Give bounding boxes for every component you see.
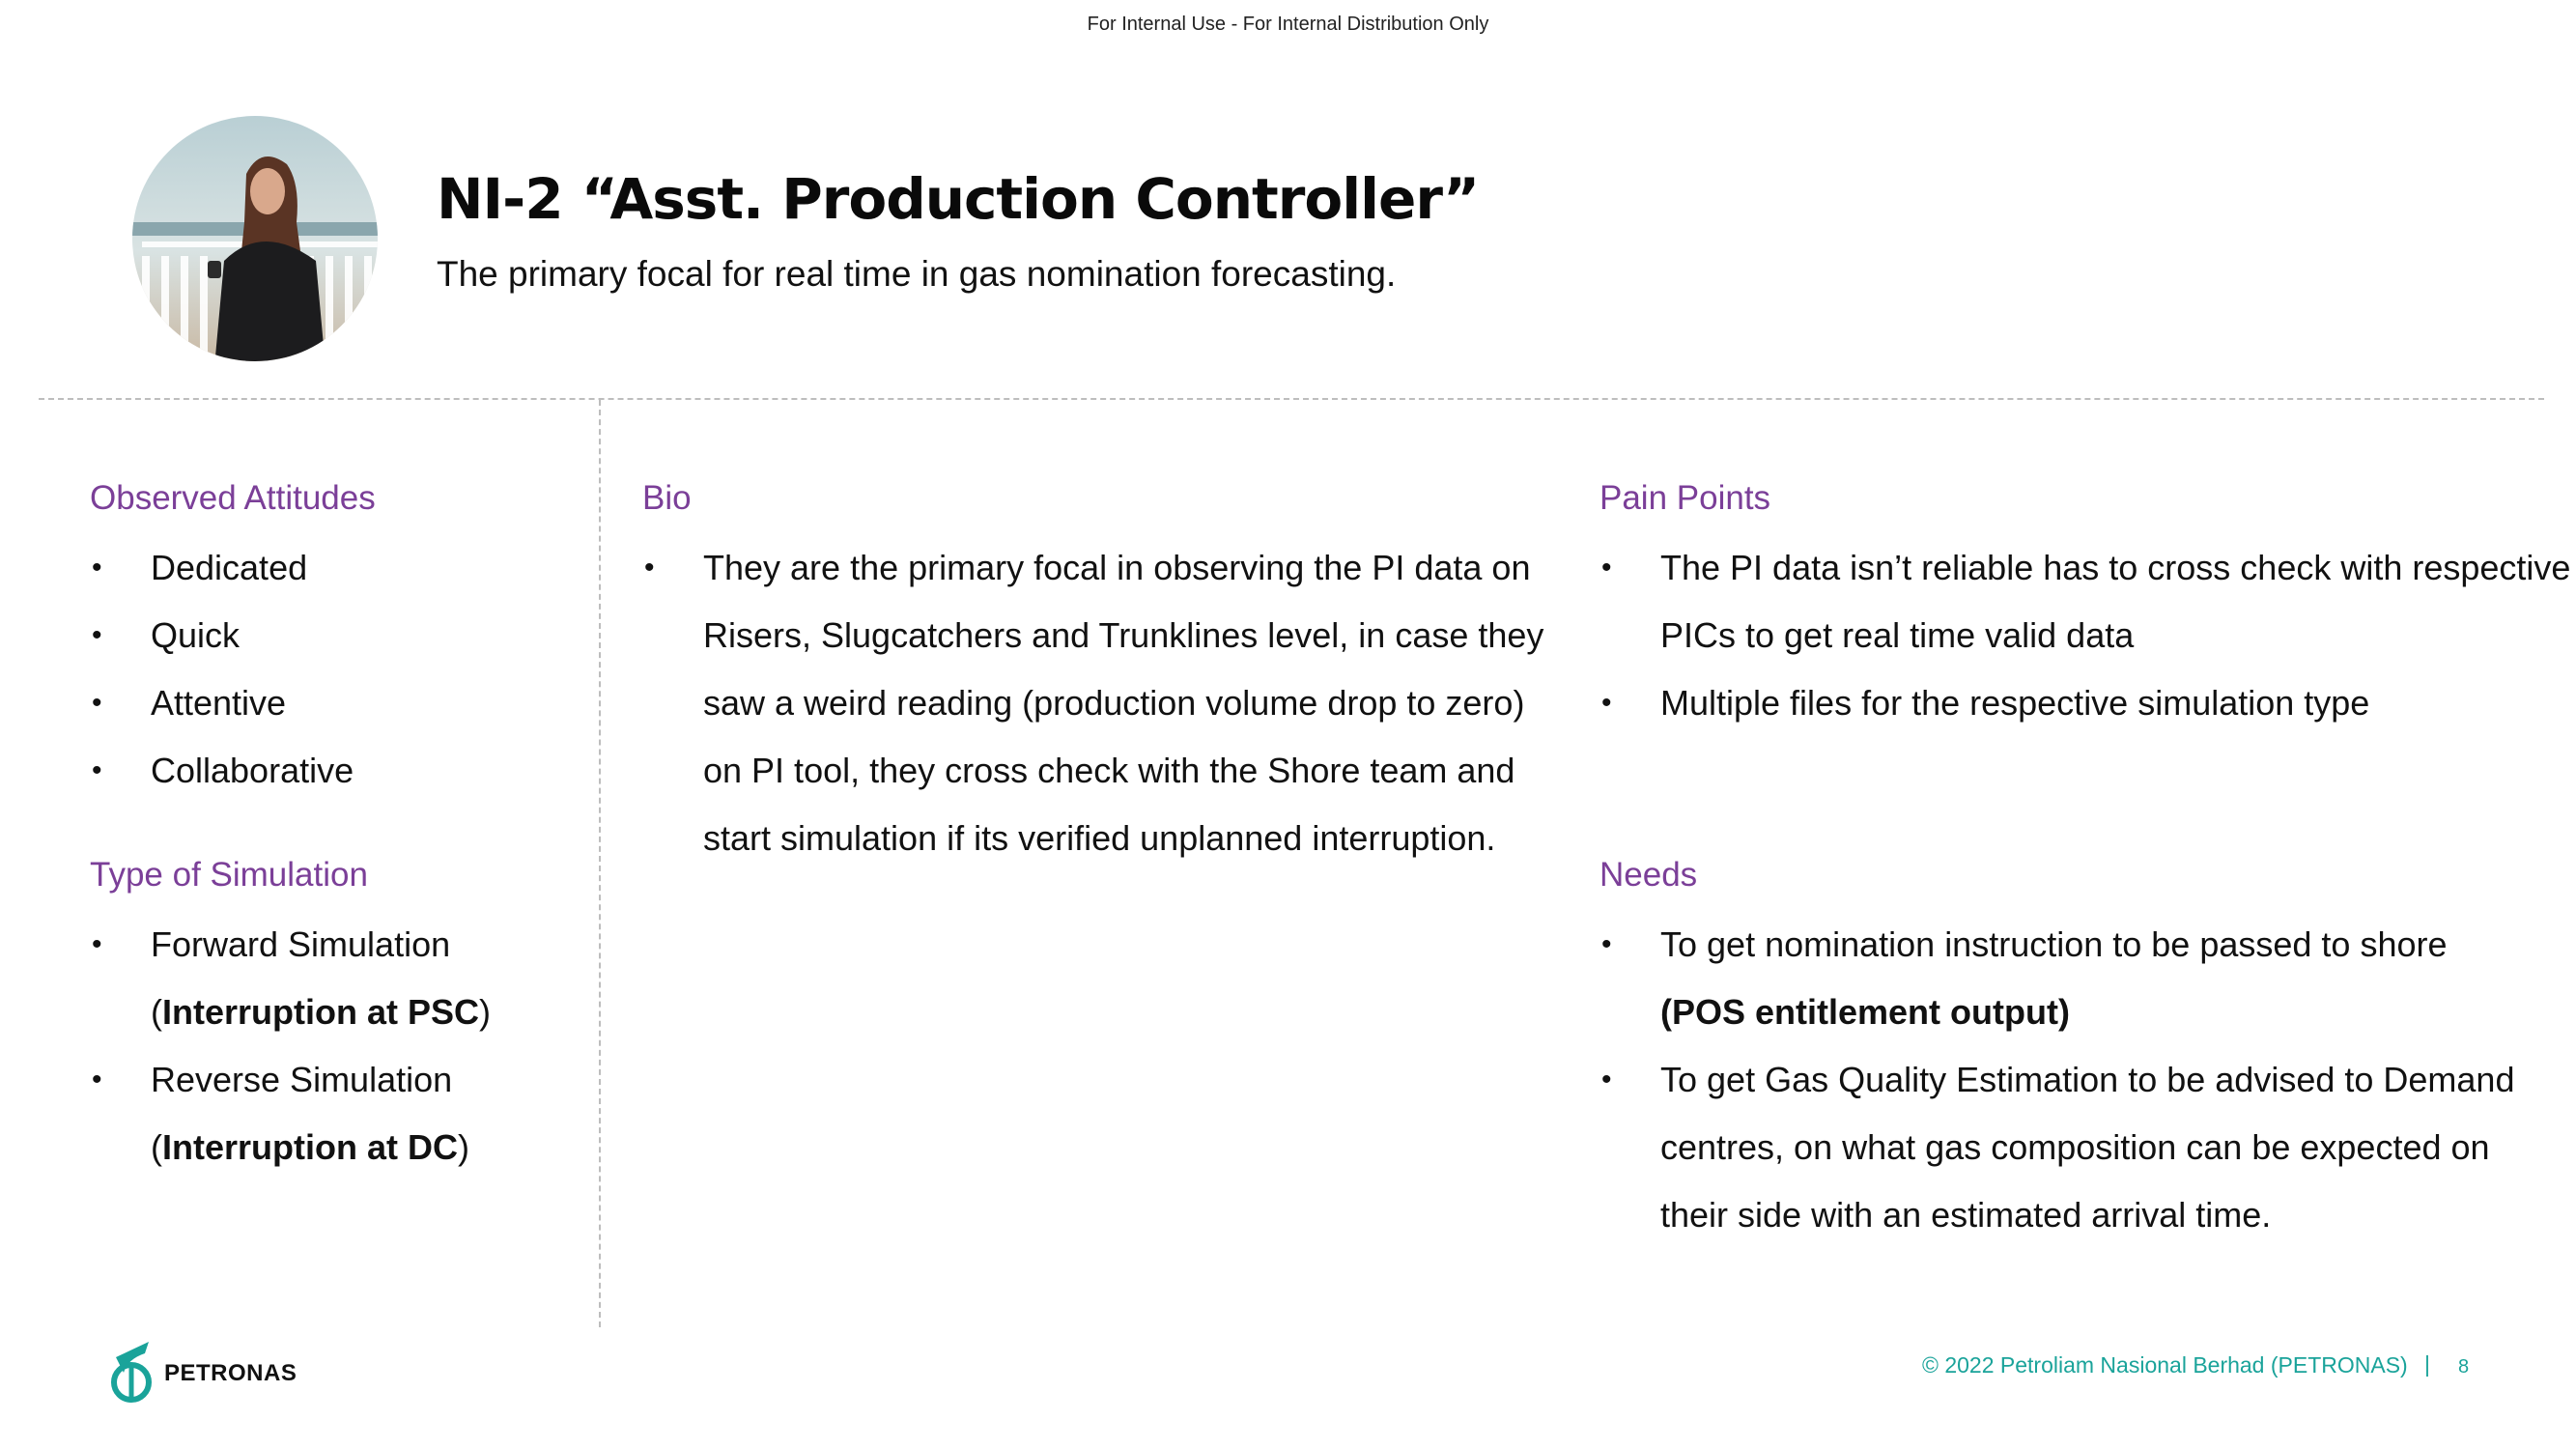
bullet-icon: • — [92, 552, 102, 583]
page-subtitle: The primary focal for real time in gas nomination forecasting. — [437, 254, 1397, 294]
bullet-icon: • — [92, 1064, 102, 1095]
petronas-logo-icon — [106, 1338, 164, 1406]
pain-points-list — [1599, 534, 2570, 737]
horizontal-divider — [39, 398, 2544, 400]
bullet-icon: • — [92, 687, 102, 719]
bullet-icon: • — [92, 928, 102, 960]
needs-heading: Needs — [1599, 856, 1698, 894]
vertical-divider — [599, 400, 601, 1327]
list-item: • Quick — [90, 602, 354, 669]
footer-separator: | — [2424, 1351, 2430, 1377]
persona-photo — [132, 116, 378, 361]
bio-list — [642, 534, 1543, 872]
copyright-text: © 2022 Petroliam Nasional Berhad (PETRONAS) — [1922, 1352, 2408, 1378]
bullet-icon: • — [1601, 1064, 1612, 1095]
simulation-type-list — [90, 911, 491, 1181]
list-item: • Collaborative — [90, 737, 354, 805]
list-item: • To get nomination instruction to be passed to shore (POS entitlement output) — [1599, 911, 2514, 1046]
pain-points-heading: Pain Points — [1599, 479, 1771, 517]
bullet-icon: • — [1601, 928, 1612, 960]
list-item: • Attentive — [90, 669, 354, 737]
persona-avatar — [132, 116, 378, 361]
list-item: • The PI data isn’t reliable has to cross check with respective PICs to get real time valid data — [1599, 534, 2570, 669]
list-item: • To get Gas Quality Estimation to be advised to Demand centres, on what gas composition can be expected on their side with an estimated arrival time. — [1599, 1046, 2514, 1249]
bullet-icon: • — [92, 619, 102, 651]
observed-attitudes-heading: Observed Attitudes — [90, 479, 376, 517]
list-item: • Multiple files for the respective simulation type — [1599, 669, 2570, 737]
observed-attitudes-list — [90, 534, 354, 805]
list-item: • Forward Simulation (Interruption at PSC) — [90, 911, 491, 1046]
classification-label: For Internal Use - For Internal Distribution Only — [1087, 14, 1489, 35]
bullet-icon: • — [644, 552, 655, 583]
needs-list — [1599, 911, 2514, 1249]
bullet-icon: • — [1601, 687, 1612, 719]
list-item: • Dedicated — [90, 534, 354, 602]
simulation-type-heading: Type of Simulation — [90, 856, 368, 894]
page-number: 8 — [2458, 1356, 2470, 1378]
brand-name: PETRONAS — [164, 1360, 297, 1386]
page-title: NI-2 “Asst. Production Controller” — [437, 166, 1480, 232]
bullet-icon: • — [1601, 552, 1612, 583]
bio-heading: Bio — [642, 479, 692, 517]
list-item: • They are the primary focal in observing the PI data on Risers, Slugcatchers and Trunklines level, in case they saw a weird reading (production volume drop to zero) on PI tool, they cross check with the Shore team and start simulation if its verified unplanned interruption. — [642, 534, 1543, 872]
bullet-icon: • — [92, 754, 102, 786]
list-item: • Reverse Simulation (Interruption at DC) — [90, 1046, 491, 1181]
